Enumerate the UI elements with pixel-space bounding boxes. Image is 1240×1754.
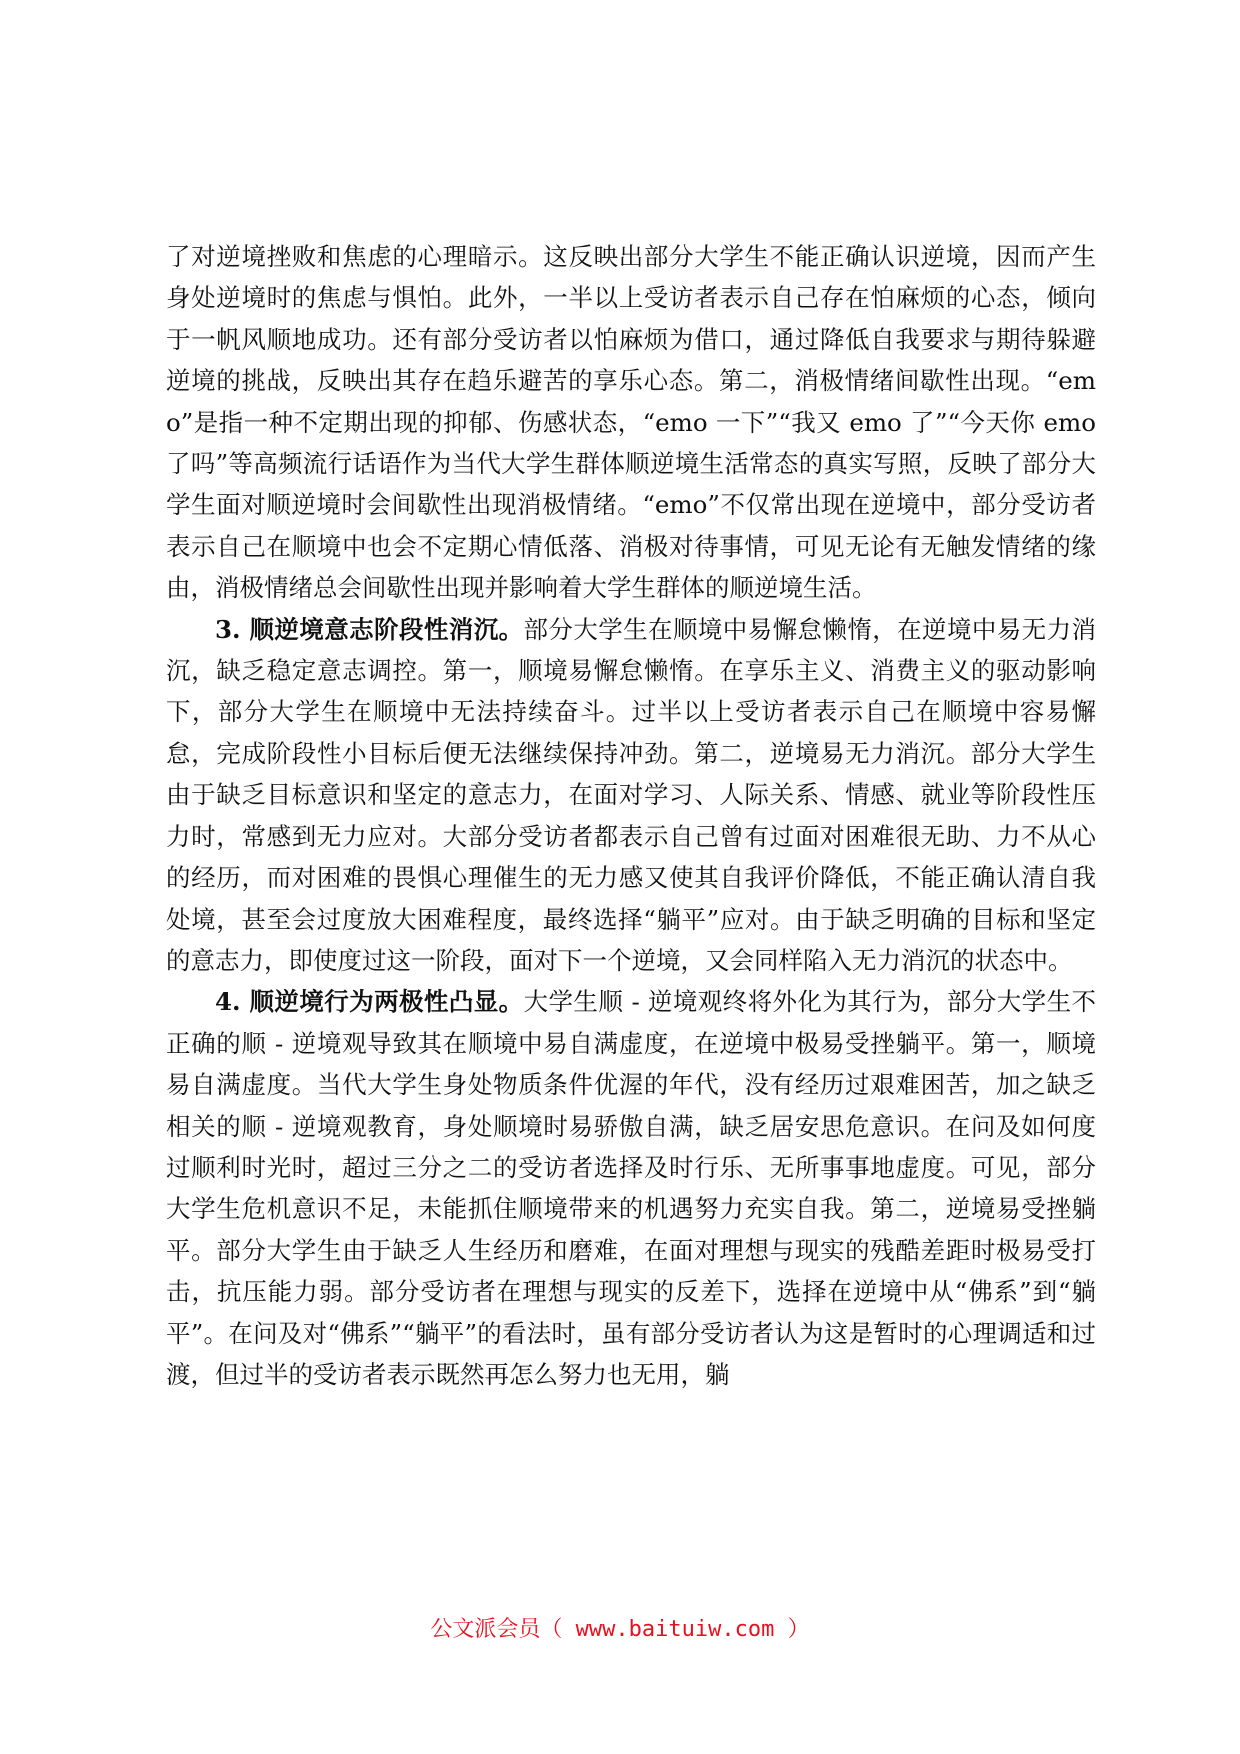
- paragraph-text: 大学生顺 - 逆境观终将外化为其行为，部分大学生不正确的顺 - 逆境观导致其在顺境中易自满虚度，在逆境中极易受挫躺平。第一，顺境易自满虚度。当代大学生身处物质条件优渥的年代，没有经历过艰难困苦，加之缺乏相关的顺 - 逆境观教育，身处顺境时易骄傲自满，缺乏居安思危意识。在问及如何度过顺利时光时，超过三分之二的受访者选择及时行乐、无所事事地虚度。可见，部分大学生危机意识不足，未能抓住顺境带来的机遇努力充实自我。第二，逆境易受挫躺平。部分大学生由于缺乏人生经历和磨难，在面对理想与现实的残酷差距时极易受打击，抗压能力弱。部分受访者在理想与现实的反差下，选择在逆境中从“佛系”到“躺平”。在问及对“佛系”“躺平”的看法时，虽有部分受访者认为这是暂时的心理调适和过渡，但过半的受访者表示既然再怎么努力也无用，躺: [166, 987, 1096, 1389]
- paragraph-text: 部分大学生在顺境中易懈怠懒惰，在逆境中易无力消沉，缺乏稳定意志调控。第一，顺境易懈怠懒惰。在享乐主义、消费主义的驱动影响下，部分大学生在顺境中无法持续奋斗。过半以上受访者表示自己在顺境中容易懈怠，完成阶段性小目标后便无法继续保持冲劲。第二，逆境易无力消沉。部分大学生由于缺乏目标意识和坚定的意志力，在面对学习、人际关系、情感、就业等阶段性压力时，常感到无力应对。大部分受访者都表示自己曾有过面对困难很无助、力不从心的经历，而对困难的畏惧心理催生的无力感又使其自我评价降低，不能正确认清自我处境，甚至会过度放大困难程度，最终选择“躺平”应对。由于缺乏明确的目标和坚定的意志力，即使度过这一阶段，面对下一个逆境，又会同样陷入无力消沉的状态中。: [166, 614, 1097, 975]
- footer-watermark: [0, 1615, 1240, 1645]
- footer-url: （ www.baituiw.com ）: [540, 1617, 810, 1642]
- paragraph-continuation: [166, 236, 1096, 609]
- section-heading: 3. 顺逆境意志阶段性消沉。: [215, 614, 524, 644]
- paragraph-text: 了对逆境挫败和焦虑的心理暗示。这反映出部分大学生不能正确认识逆境，因而产生身处逆境时的焦虑与惧怕。此外，一半以上受访者表示自己存在怕麻烦的心态，倾向于一帆风顺地成功。还有部分受访者以怕麻烦为借口，通过降低自我要求与期待躲避逆境的挑战，反映出其存在趋乐避苦的享乐心态。第二，消极情绪间歇性出现。“emo”是指一种不定期出现的抑郁、伤感状态，“emo 一下”“我又 emo 了”“今天你 emo 了吗”等高频流行话语作为当代大学生群体顺逆境生活常态的真实写照，反映了部分大学生面对顺逆境时会间歇性出现消极情绪。“emo”不仅常出现在逆境中，部分受访者表示自己在顺境中也会不定期心情低落、消极对待事情，可见无论有无触发情绪的缘由，消极情绪总会间歇性出现并影响着大学生群体的顺逆境生活。: [166, 242, 1096, 603]
- paragraph-section-4: [166, 981, 1096, 1395]
- section-heading: 4. 顺逆境行为两极性凸显。: [215, 987, 524, 1017]
- footer-brand: 公文派会员: [430, 1617, 541, 1642]
- document-body: [166, 236, 1096, 1395]
- paragraph-section-3: [166, 609, 1096, 982]
